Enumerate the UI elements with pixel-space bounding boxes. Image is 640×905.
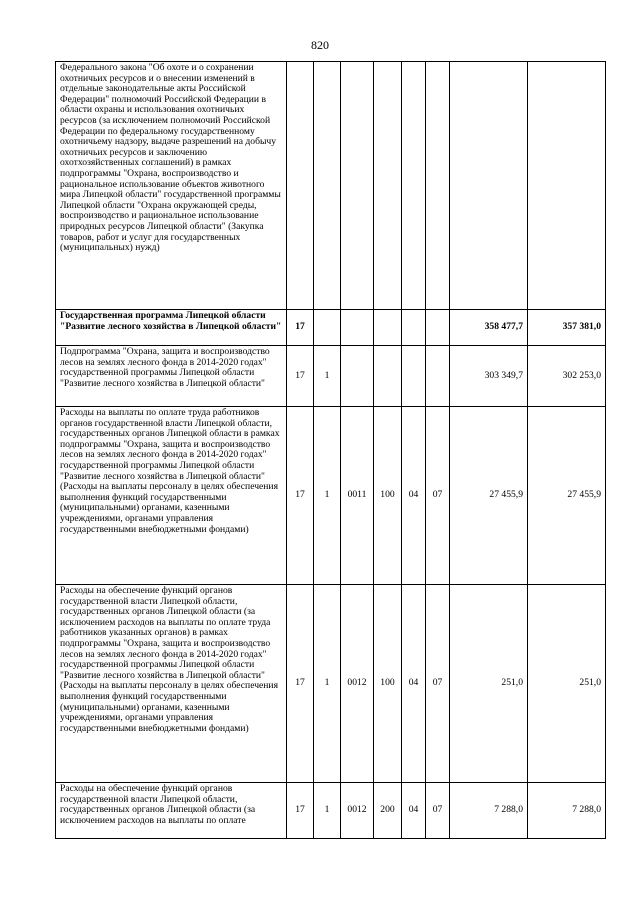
program-code: 17 <box>287 585 314 783</box>
table-row <box>56 585 606 783</box>
expense-type-code <box>374 310 402 346</box>
amount-first: 7 288,0 <box>450 783 528 839</box>
expense-type-code <box>374 62 402 310</box>
row-description: Расходы на обеспечение функций органов государственной власти Липецкой области, государственных органов Липецкой области (за исключением расходов на выплаты по оплате труда работников указанных органов) в рамках подпрограммы "Охрана, защита и воспроизводство лесов на землях лесного фонда в 2014-2020 годах" государственной программы Липецкой области "Развитие лесного хозяйства в Липецкой области" (Расходы на выплаты персоналу в целях обеспечения выполнения функций государственными (муниципальными) органами, казенными учреждениями, органами управления государственными внебюджетными фондами) <box>56 585 287 783</box>
program-code: 17 <box>287 346 314 407</box>
amount-second: 7 288,0 <box>528 783 606 839</box>
expense-type-code: 100 <box>374 585 402 783</box>
amount-first: 27 455,9 <box>450 407 528 585</box>
amount-first: 251,0 <box>450 585 528 783</box>
section-code: 04 <box>402 783 426 839</box>
expense-type-code <box>374 346 402 407</box>
program-code <box>287 62 314 310</box>
subsection-code <box>426 346 450 407</box>
amount-first: 303 349,7 <box>450 346 528 407</box>
program-code: 17 <box>287 783 314 839</box>
row-description: Федерального закона "Об охоте и о сохранении охотничьих ресурсов и о внесении изменений в отдельные законодательные акты Российской Федерации" полномочий Российской Федерации в области охраны и использования охотничьих ресурсов (за исключением полномочий Российской Федерации по федеральному государственному охотничьему надзору, выдаче разрешений на добычу охотничьих ресурсов и заключению охотхозяйственных соглашений) в рамках подпрограммы "Охрана, воспроизводство и рациональное использование объектов животного мира Липецкой области" государственной программы Липецкой области "Охрана окружающей среды, воспроизводство и рациональное использование природных ресурсов Липецкой области" (Закупка товаров, работ и услуг для государственных (муниципальных) нужд) <box>56 62 287 310</box>
page-number: 820 <box>311 38 329 52</box>
table-row <box>56 310 606 346</box>
row-description: Подпрограмма "Охрана, защита и воспроизводство лесов на землях лесного фонда в 2014-2020 годах" государственной программы Липецкой области "Развитие лесного хозяйства в Липецкой области" <box>56 346 287 407</box>
row-description: Расходы на выплаты по оплате труда работников органов государственной власти Липецкой области, государственных органов Липецкой области в рамках подпрограммы "Охрана, защита и воспроизводство лесов на землях лесного фонда в 2014-2020 годах" государственной программы Липецкой области "Развитие лесного хозяйства в Липецкой области" (Расходы на выплаты персоналу в целях обеспечения выполнения функций государственными (муниципальными) органами, казенными учреждениями, органами управления государственными внебюджетными фондами) <box>56 407 287 585</box>
row-description: Государственная программа Липецкой области "Развитие лесного хозяйства в Липецкой области" <box>56 310 287 346</box>
subsection-code: 07 <box>426 783 450 839</box>
subprogram-code: 1 <box>314 585 341 783</box>
expense-code: 0012 <box>341 783 374 839</box>
subsection-code: 07 <box>426 585 450 783</box>
amount-second <box>528 62 606 310</box>
subsection-code <box>426 310 450 346</box>
expense-code: 0012 <box>341 585 374 783</box>
subsection-code <box>426 62 450 310</box>
expense-code: 0011 <box>341 407 374 585</box>
amount-second: 27 455,9 <box>528 407 606 585</box>
table-row <box>56 783 606 839</box>
section-code: 04 <box>402 585 426 783</box>
section-code <box>402 310 426 346</box>
table-row <box>56 62 606 310</box>
section-code <box>402 62 426 310</box>
subprogram-code: 1 <box>314 346 341 407</box>
subprogram-code <box>314 310 341 346</box>
amount-second: 357 381,0 <box>528 310 606 346</box>
subprogram-code <box>314 62 341 310</box>
expense-code <box>341 62 374 310</box>
section-code: 04 <box>402 407 426 585</box>
amount-first <box>450 62 528 310</box>
program-code: 17 <box>287 310 314 346</box>
program-code: 17 <box>287 407 314 585</box>
budget-table <box>55 61 606 839</box>
subsection-code: 07 <box>426 407 450 585</box>
section-code <box>402 346 426 407</box>
expense-code <box>341 310 374 346</box>
table-row <box>56 346 606 407</box>
amount-second: 302 253,0 <box>528 346 606 407</box>
expense-type-code: 100 <box>374 407 402 585</box>
expense-type-code: 200 <box>374 783 402 839</box>
amount-second: 251,0 <box>528 585 606 783</box>
subprogram-code: 1 <box>314 407 341 585</box>
expense-code <box>341 346 374 407</box>
table-row <box>56 407 606 585</box>
row-description: Расходы на обеспечение функций органов государственной власти Липецкой области, государственных органов Липецкой области (за исключением расходов на выплаты по оплате <box>56 783 287 839</box>
subprogram-code: 1 <box>314 783 341 839</box>
amount-first: 358 477,7 <box>450 310 528 346</box>
